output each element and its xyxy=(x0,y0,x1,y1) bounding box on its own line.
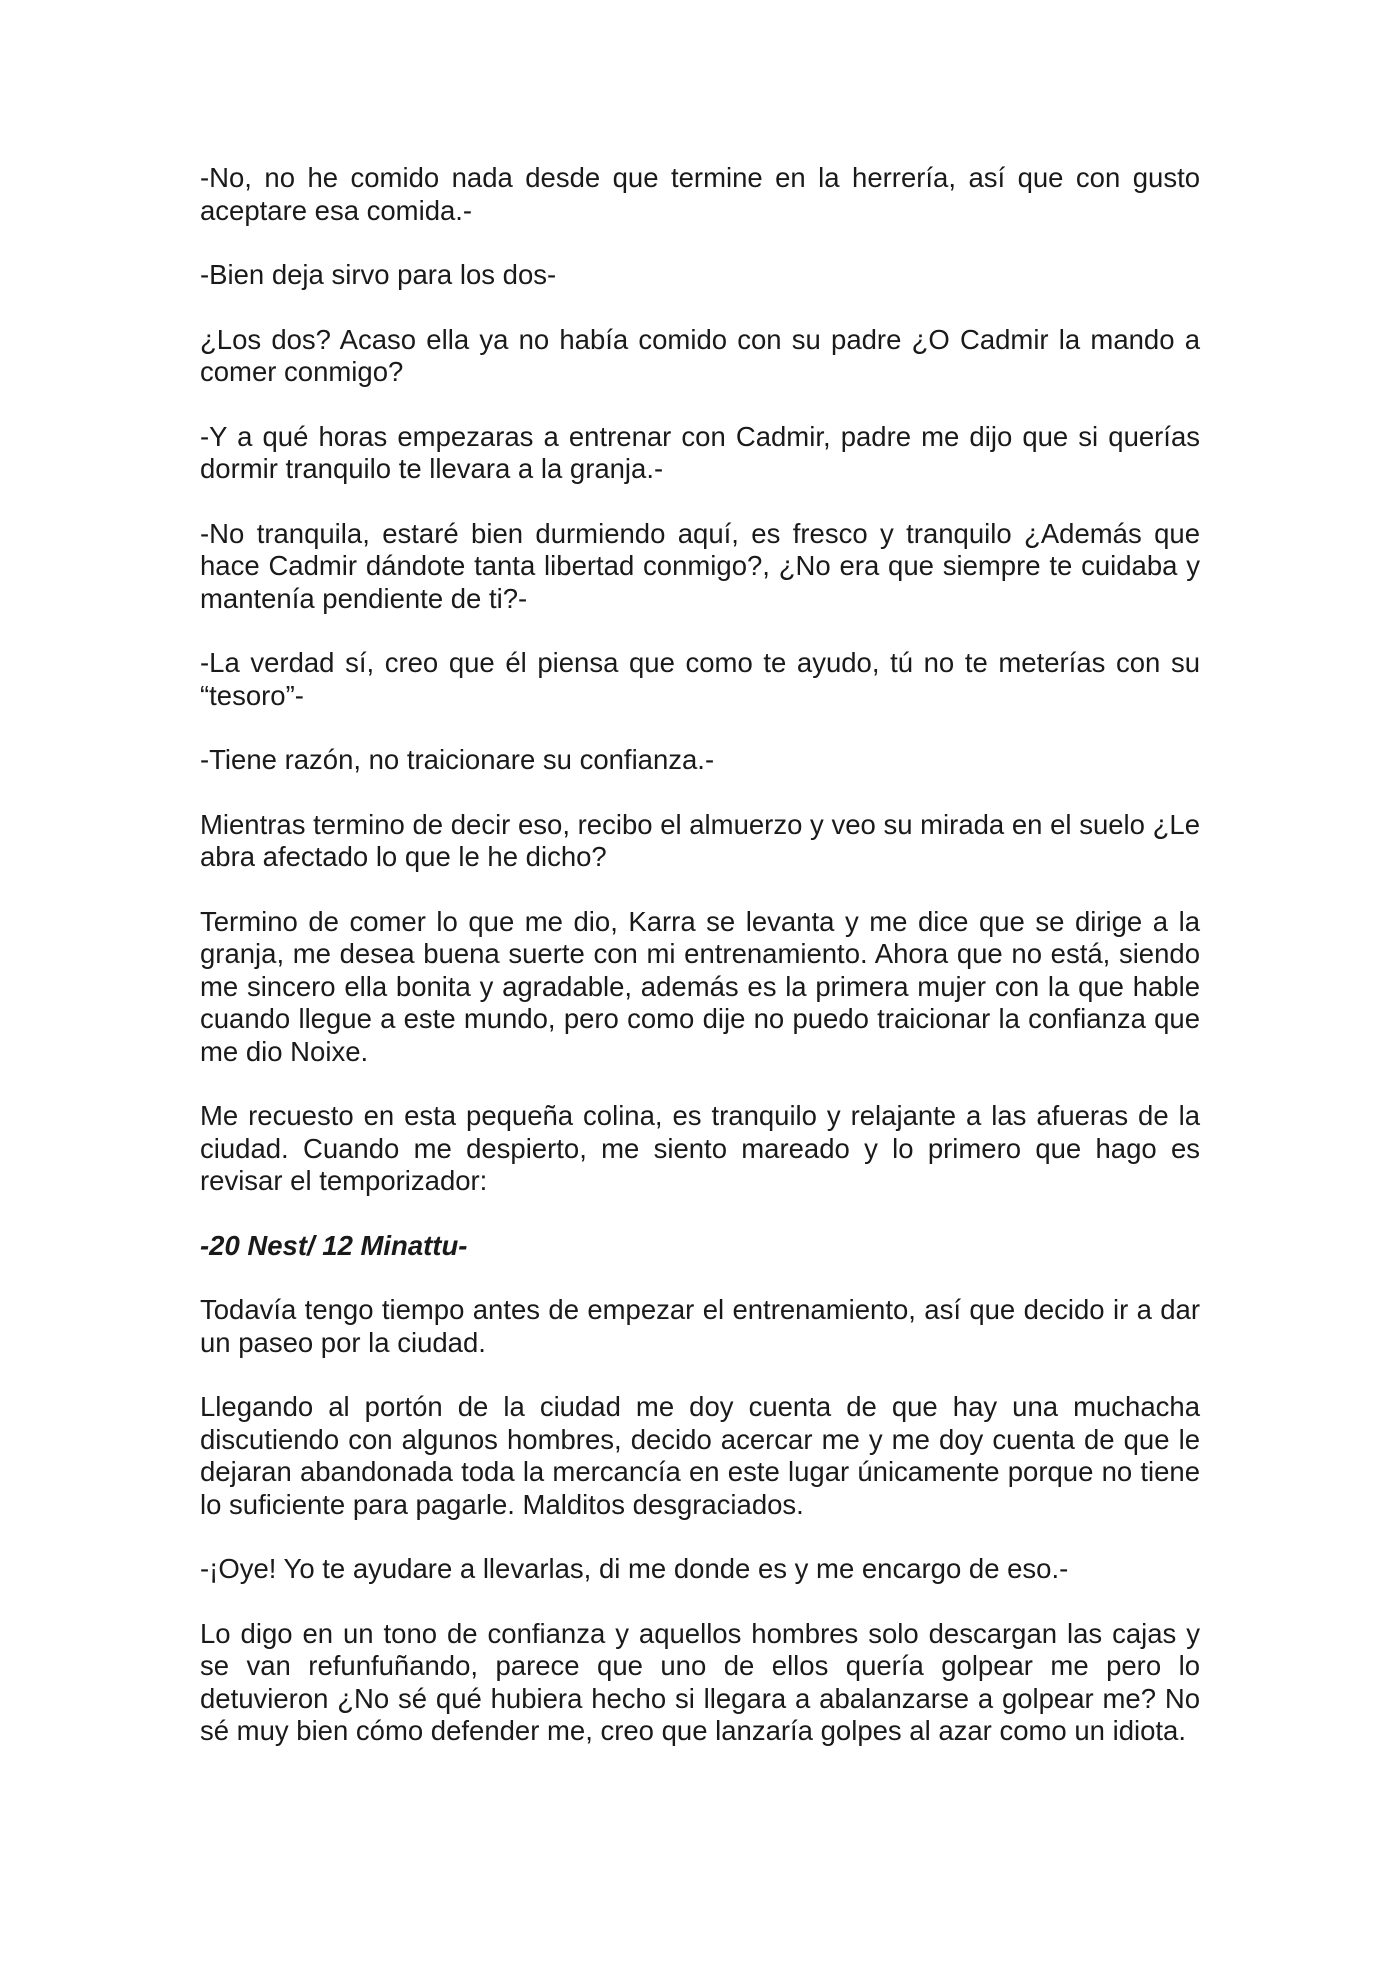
paragraph: ¿Los dos? Acaso ella ya no había comido con su padre ¿O Cadmir la mando a comer conmigo? xyxy=(200,323,1200,387)
paragraph: Mientras termino de decir eso, recibo el almuerzo y veo su mirada en el suelo ¿Le abra afectado lo que le he dicho? xyxy=(200,808,1200,872)
paragraph: -Bien deja sirvo para los dos- xyxy=(200,259,557,290)
paragraph: -Y a qué horas empezaras a entrenar con Cadmir, padre me dijo que si querías dormir tranquilo te llevara a la granja.- xyxy=(200,420,1200,484)
paragraph: -Tiene razón, no traicionare su confianza.- xyxy=(200,744,715,775)
paragraph: -La verdad sí, creo que él piensa que como te ayudo, tú no te meterías con su “tesoro”- xyxy=(200,647,1200,711)
paragraph: -¡Oye! Yo te ayudare a llevarlas, di me donde es y me encargo de eso.- xyxy=(200,1553,1069,1584)
paragraph: Me recuesto en esta pequeña colina, es tranquilo y relajante a las afueras de la ciudad. Cuando me despierto, me siento mareado y lo primero que hago es revisar el temporizador: xyxy=(200,1100,1200,1196)
document-body xyxy=(200,162,1200,1780)
paragraph: -No, no he comido nada desde que termine en la herrería, así que con gusto aceptare esa comida.- xyxy=(200,162,1200,226)
paragraph: Lo digo en un tono de confianza y aquellos hombres solo descargan las cajas y se van refunfuñando, parece que uno de ellos quería golpear me pero lo detuvieron ¿No sé qué hubiera hecho si llegara a abalanzarse a golpear me? No sé muy bien cómo defender me, creo que lanzaría golpes al azar como un idiota. xyxy=(200,1617,1200,1746)
timer-heading: -20 Nest/ 12 Minattu- xyxy=(200,1229,468,1261)
paragraph: Todavía tengo tiempo antes de empezar el entrenamiento, así que decido ir a dar un paseo por la ciudad. xyxy=(200,1294,1200,1358)
paragraph: -No tranquila, estaré bien durmiendo aquí, es fresco y tranquilo ¿Además que hace Cadmir dándote tanta libertad conmigo?, ¿No era que siempre te cuidaba y mantenía pendiente de ti?- xyxy=(200,517,1200,614)
paragraph: Termino de comer lo que me dio, Karra se levanta y me dice que se dirige a la granja, me desea buena suerte con mi entrenamiento. Ahora que no está, siendo me sincero ella bonita y agradable, además es la primera mujer con la que hable cuando llegue a este mundo, pero como dije no puedo traicionar la confianza que me dio Noixe. xyxy=(200,905,1200,1067)
paragraph: Llegando al portón de la ciudad me doy cuenta de que hay una muchacha discutiendo con algunos hombres, decido acercar me y me doy cuenta de que le dejaran abandonada toda la mercancía en este lugar únicamente porque no tiene lo suficiente para pagarle. Malditos desgraciados. xyxy=(200,1391,1200,1520)
